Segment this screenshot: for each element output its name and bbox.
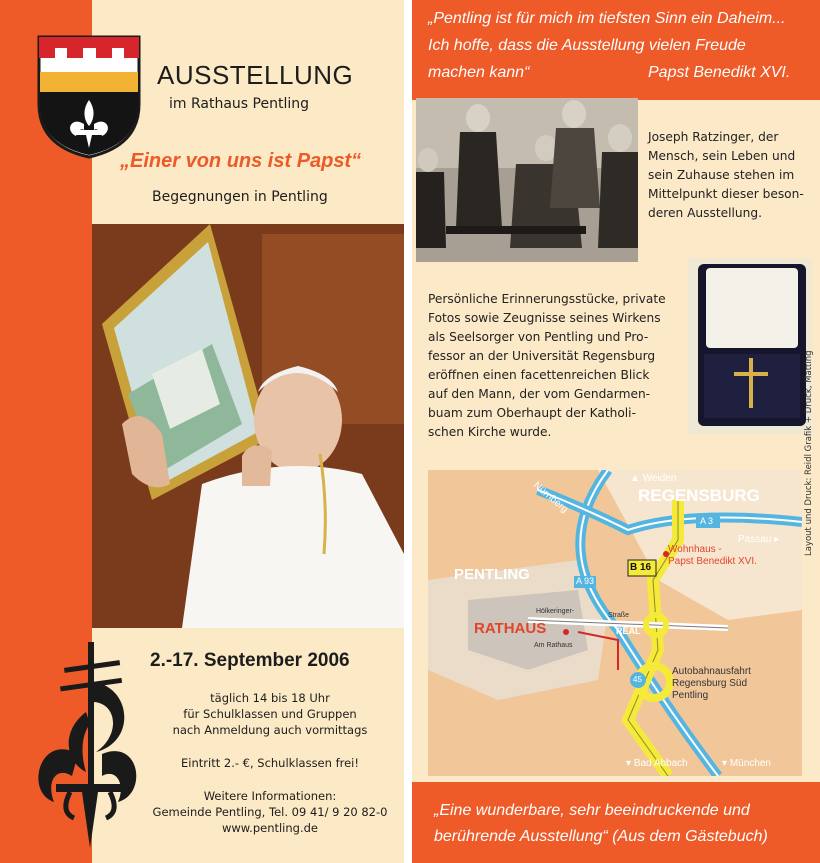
body-line: fessor an der Universität Regensburg (428, 349, 656, 363)
guestbook-quote-line: berührende Ausstellung“ (Aus dem Gästebuch) (434, 828, 768, 845)
intro-line: Mensch, sein Leben und (648, 149, 796, 163)
pope-quote-banner (412, 0, 820, 100)
exhibition-motto-subtitle: Begegnungen in Pentling (152, 189, 328, 205)
exhibition-motto: „Einer von uns ist Papst“ (120, 150, 362, 172)
map-label-strasse: Straße (608, 612, 630, 619)
map-label-wohnhaus: Wohnhaus - Papst Benedikt XVI. (668, 544, 757, 567)
intro-text (648, 128, 804, 223)
map-label-a93: A 93 (576, 576, 595, 586)
hours-line: täglich 14 bis 18 Uhr (210, 691, 330, 705)
fleur-de-lis-emblem (30, 642, 142, 854)
print-credit: Layout und Druck: Reidl Grafik + Druck, Matting (804, 350, 814, 556)
body-line: Persönliche Erinnerungsstücke, private (428, 292, 666, 306)
map-label-real: REAL (616, 626, 641, 636)
quote-line: machen kann“ (428, 64, 530, 81)
intro-line: Mittelpunkt dieser beson- (648, 187, 804, 201)
map-label-a45: 45 (633, 675, 642, 684)
intro-line: sein Zuhause stehen im (648, 168, 795, 182)
body-line: auf den Mann, der vom Gendarmen- (428, 387, 651, 401)
entry-fee: Eintritt 2.- €, Schulklassen frei! (181, 756, 359, 770)
right-panel (412, 0, 820, 863)
map-label-regensburg: REGENSBURG (638, 486, 760, 505)
map-label-rathaus: RATHAUS (474, 620, 547, 637)
body-line: schen Kirche wurde. (428, 425, 552, 439)
contact-phone: Gemeinde Pentling, Tel. 09 41/ 9 20 82-0 (152, 805, 388, 819)
body-line: als Seelsorger von Pentling und Pro- (428, 330, 649, 344)
map-label-ausfahrt: Autobahnausfahrt Regensburg Süd Pentling (672, 666, 751, 701)
quote-line: Ich hoffe, dass die Ausstellung vielen Freude (428, 37, 746, 54)
directions-map (428, 470, 802, 776)
map-label-weiden: ▲ Weiden (630, 473, 677, 484)
body-line: eröffnen einen facettenreichen Blick (428, 368, 650, 382)
map-label-muenchen: ▾ München (722, 758, 771, 769)
map-label-b16: B 16 (630, 562, 652, 573)
map-label-am-rathaus: Am Rathaus (534, 642, 573, 649)
pectoral-cross-photo (688, 258, 812, 434)
exhibition-location: im Rathaus Pentling (169, 96, 309, 112)
quote-author: Papst Benedikt XVI. (648, 64, 791, 81)
intro-line: Joseph Ratzinger, der (648, 130, 779, 144)
hours-line: für Schulklassen und Gruppen (183, 707, 357, 721)
body-line: Fotos sowie Zeugnisse seines Wirkens (428, 311, 661, 325)
website-link[interactable]: www.pentling.de (222, 821, 318, 835)
contact-line: Weitere Informationen: (203, 789, 337, 803)
map-label-bad-abbach: ▾ Bad Abbach (626, 758, 688, 769)
pope-holding-painting-photo (92, 224, 404, 628)
left-panel (0, 0, 404, 863)
pentling-coat-of-arms (36, 34, 142, 160)
exhibition-title: AUSSTELLUNG (157, 60, 354, 90)
map-label-nurnberg: Nürnberg (530, 480, 570, 516)
map-label-pentling: PENTLING (454, 566, 530, 583)
map-label-a3: A 3 (700, 516, 714, 526)
hours-line: nach Anmeldung auch vormittags (172, 723, 368, 737)
guestbook-quote-line: „Eine wunderbare, sehr beeindruckende und (434, 802, 750, 819)
intro-line: deren Ausstellung. (648, 206, 762, 220)
map-label-passau: Passau ▸ (738, 534, 780, 545)
body-text (428, 290, 666, 442)
opening-hours (140, 690, 400, 738)
exhibition-dates: 2.-17. September 2006 (150, 650, 350, 671)
quote-line: „Pentling ist für mich im tiefsten Sinn ein Daheim... (428, 10, 786, 27)
body-line: buam zum Oberhaupt der Katholi- (428, 406, 636, 420)
ratzinger-family-photo (416, 98, 638, 262)
contact-info (140, 788, 400, 836)
map-label-hoelkering: Hölkeringer- (536, 608, 575, 615)
guestbook-quote-banner (412, 782, 820, 863)
